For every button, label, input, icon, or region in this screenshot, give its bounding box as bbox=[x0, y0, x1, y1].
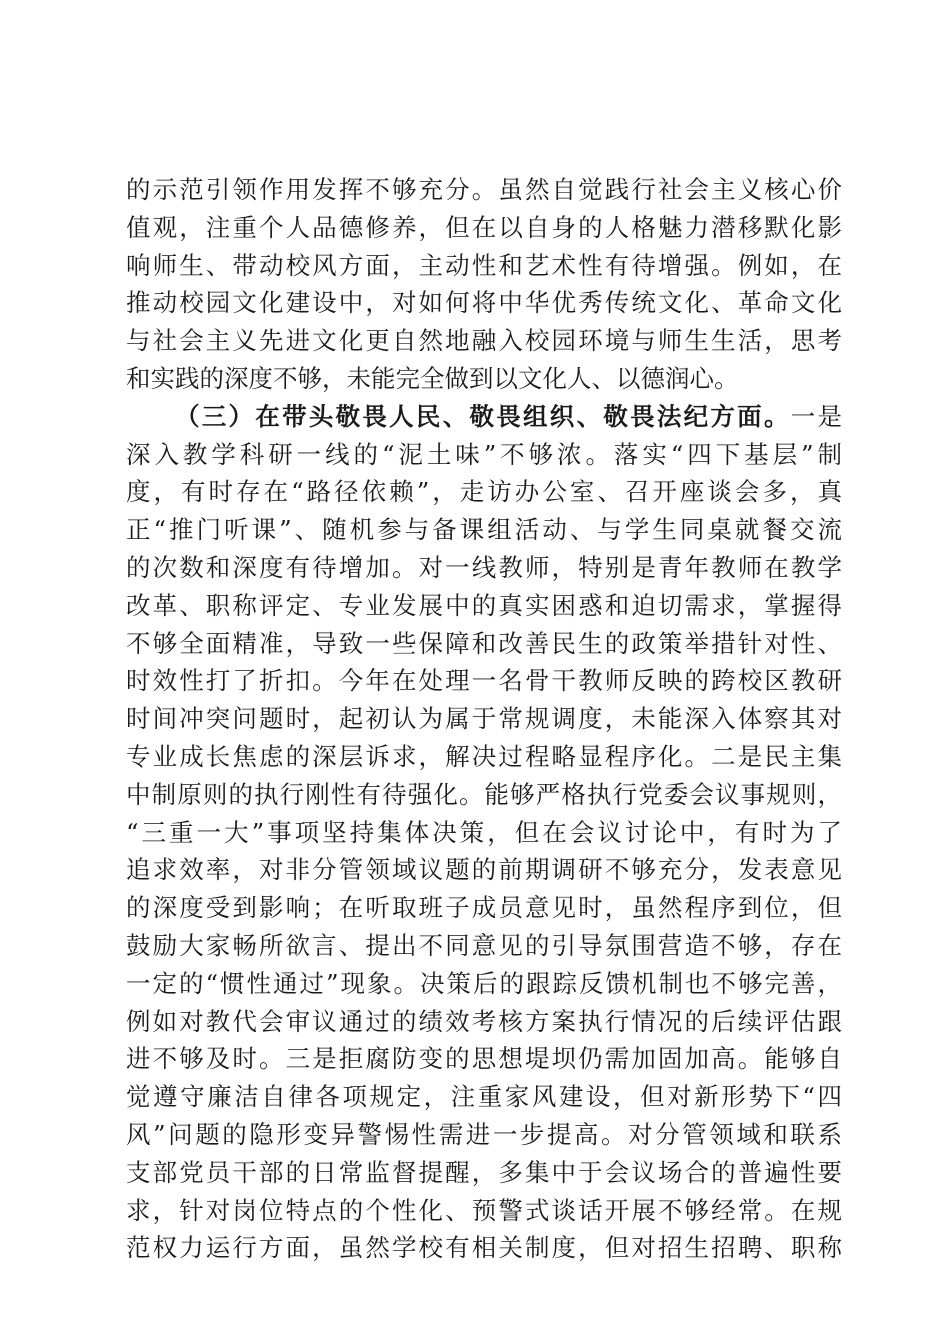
text-span: 一是 bbox=[790, 401, 843, 431]
text-line: 进不够及时。三是拒腐防变的思想堤坝仍需加固加高。能够自 bbox=[126, 1044, 842, 1074]
body-text bbox=[126, 171, 842, 1267]
text-line: 不够全面精准，导致一些保障和改善民生的政策举措针对性、 bbox=[126, 628, 842, 658]
text-line: 范权力运行方面，虽然学校有相关制度，但对招生招聘、职称 bbox=[126, 1233, 842, 1263]
text-line: 追求效率，对非分管领域议题的前期调研不够充分，发表意见 bbox=[126, 855, 842, 885]
text-line: 推动校园文化建设中，对如何将中华优秀传统文化、革命文化 bbox=[126, 288, 842, 318]
text-line: 专业成长焦虑的深层诉求，解决过程略显程序化。二是民主集 bbox=[126, 741, 842, 771]
text-line: 支部党员干部的日常监督提醒，多集中于会议场合的普遍性要 bbox=[126, 1157, 842, 1187]
text-line: 中制原则的执行刚性有待强化。能够严格执行党委会议事规则， bbox=[126, 779, 842, 809]
paragraph-first-line bbox=[126, 398, 842, 436]
text-line: 例如对教代会审议通过的绩效考核方案执行情况的后续评估跟 bbox=[126, 1006, 842, 1036]
section-heading: （三）在带头敬畏人民、敬畏组织、敬畏法纪方面。 bbox=[175, 401, 791, 431]
text-line: 时效性打了折扣。今年在处理一名骨干教师反映的跨校区教研 bbox=[126, 666, 842, 696]
paragraph-1 bbox=[126, 171, 842, 398]
text-line: 的次数和深度有待增加。对一线教师，特别是青年教师在教学 bbox=[126, 552, 842, 582]
text-line: 响师生、带动校风方面，主动性和艺术性有待增强。例如，在 bbox=[126, 250, 842, 280]
text-line: 正“推门听课”、随机参与备课组活动、与学生同桌就餐交流 bbox=[126, 515, 842, 545]
text-line: 鼓励大家畅所欲言、提出不同意见的引导氛围营造不够，存在 bbox=[126, 930, 842, 960]
paragraph-2 bbox=[126, 398, 842, 1267]
text-line: 改革、职称评定、专业发展中的真实困惑和迫切需求，掌握得 bbox=[126, 590, 842, 620]
text-line: 和实践的深度不够，未能完全做到以文化人、以德润心。 bbox=[126, 363, 739, 393]
text-line: 觉遵守廉洁自律各项规定，注重家风建设，但对新形势下“四 bbox=[126, 1082, 842, 1112]
text-line: 时间冲突问题时，起初认为属于常规调度，未能深入体察其对 bbox=[126, 704, 842, 734]
text-line: “三重一大”事项坚持集体决策，但在会议讨论中，有时为了 bbox=[126, 817, 842, 847]
text-line: 一定的“惯性通过”现象。决策后的跟踪反馈机制也不够完善， bbox=[126, 968, 842, 998]
text-line: 深入教学科研一线的“泥土味”不够浓。落实“四下基层”制 bbox=[126, 439, 842, 469]
text-line: 的深度受到影响；在听取班子成员意见时，虽然程序到位，但 bbox=[126, 893, 842, 923]
text-line: 度，有时存在“路径依赖”，走访办公室、召开座谈会多，真 bbox=[126, 477, 842, 507]
text-line: 的示范引领作用发挥不够充分。虽然自觉践行社会主义核心价 bbox=[126, 175, 842, 204]
text-line: 求，针对岗位特点的个性化、预警式谈话开展不够经常。在规 bbox=[126, 1195, 842, 1225]
text-line: 与社会主义先进文化更自然地融入校园环境与师生生活，思考 bbox=[126, 326, 842, 356]
text-line: 风”问题的隐形变异警惕性需进一步提高。对分管领域和联系 bbox=[126, 1119, 842, 1149]
text-line: 值观，注重个人品德修养，但在以自身的人格魅力潜移默化影 bbox=[126, 212, 842, 242]
